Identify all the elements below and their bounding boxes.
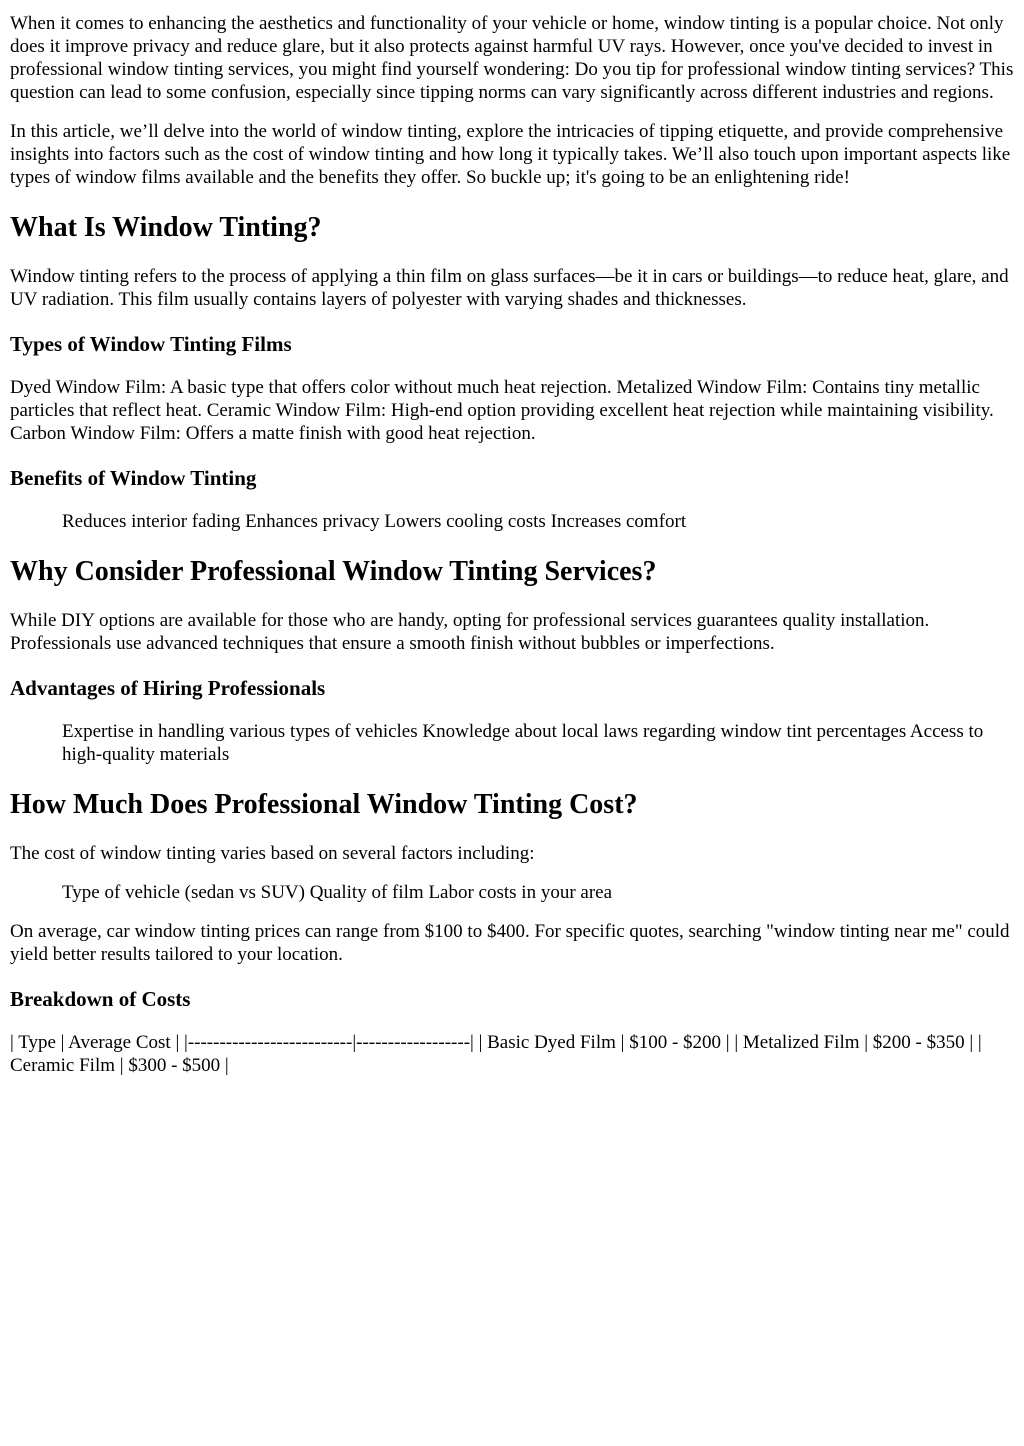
intro-paragraph-2: In this article, we’ll delve into the world of window tinting, explore the intricacies of tipping etiquette, and provide comprehensive insights into factors such as the cost of window tinting and how long it typically takes. We’ll also touch upon important aspects like types of window films available and the benefits they offer. So buckle up; it's going to be an enlightening ride! [10, 121, 1011, 188]
benefits-list: Reduces interior fading Enhances privacy Lowers cooling costs Increases comfort [62, 511, 687, 532]
heading-breakdown-of-costs: Breakdown of Costs [10, 987, 191, 1011]
types-of-films-text: Dyed Window Film: A basic type that offers color without much heat rejection. Metalized Window Film: Contains tiny metallic particles that reflect heat. Ceramic Window Film: High-end option providing excellent heat rejection while maintaining visibility. Carbon Window Film: Offers a matte finish with good heat rejection. [10, 377, 994, 444]
cost-breakdown-table-text: | Type | Average Cost | |--------------------------|------------------| | Basic Dyed Film | $100 - $200 | | Metalized Film | $200 - $350 | | Ceramic Film | $300 - $500 | [10, 1032, 982, 1076]
heading-cost: How Much Does Professional Window Tinting Cost? [10, 789, 638, 820]
heading-why-professional: Why Consider Professional Window Tinting Services? [10, 556, 657, 587]
cost-paragraph-1: The cost of window tinting varies based on several factors including: [10, 843, 535, 864]
heading-benefits: Benefits of Window Tinting [10, 466, 257, 490]
why-professional-paragraph: While DIY options are available for those who are handy, opting for professional services guarantees quality installation. Professionals use advanced techniques that ensure a smooth finish without bubbles or imperfections. [10, 610, 930, 654]
cost-paragraph-2: On average, car window tinting prices can range from $100 to $400. For specific quotes, searching "window tinting near me" could yield better results tailored to your location. [10, 921, 1010, 965]
what-is-paragraph: Window tinting refers to the process of applying a thin film on glass surfaces—be it in cars or buildings—to reduce heat, glare, and UV radiation. This film usually contains layers of polyester with varying shades and thicknesses. [10, 266, 1009, 310]
heading-types-of-films: Types of Window Tinting Films [10, 332, 292, 356]
advantages-list: Expertise in handling various types of vehicles Knowledge about local laws regarding window tint percentages Access to high-quality materials [62, 721, 984, 765]
heading-advantages: Advantages of Hiring Professionals [10, 676, 326, 700]
intro-paragraph-1: When it comes to enhancing the aesthetics and functionality of your vehicle or home, window tinting is a popular choice. Not only does it improve privacy and reduce glare, but it also protects against harmful UV rays. However, once you've decided to invest in professional window tinting services, you might find yourself wondering: Do you tip for professional window tinting services? This question can lead to some confusion, especially since tipping norms can vary significantly across different industries and regions. [10, 13, 1014, 103]
cost-factors-list: Type of vehicle (sedan vs SUV) Quality of film Labor costs in your area [62, 882, 613, 903]
heading-what-is-window-tinting: What Is Window Tinting? [10, 212, 322, 243]
